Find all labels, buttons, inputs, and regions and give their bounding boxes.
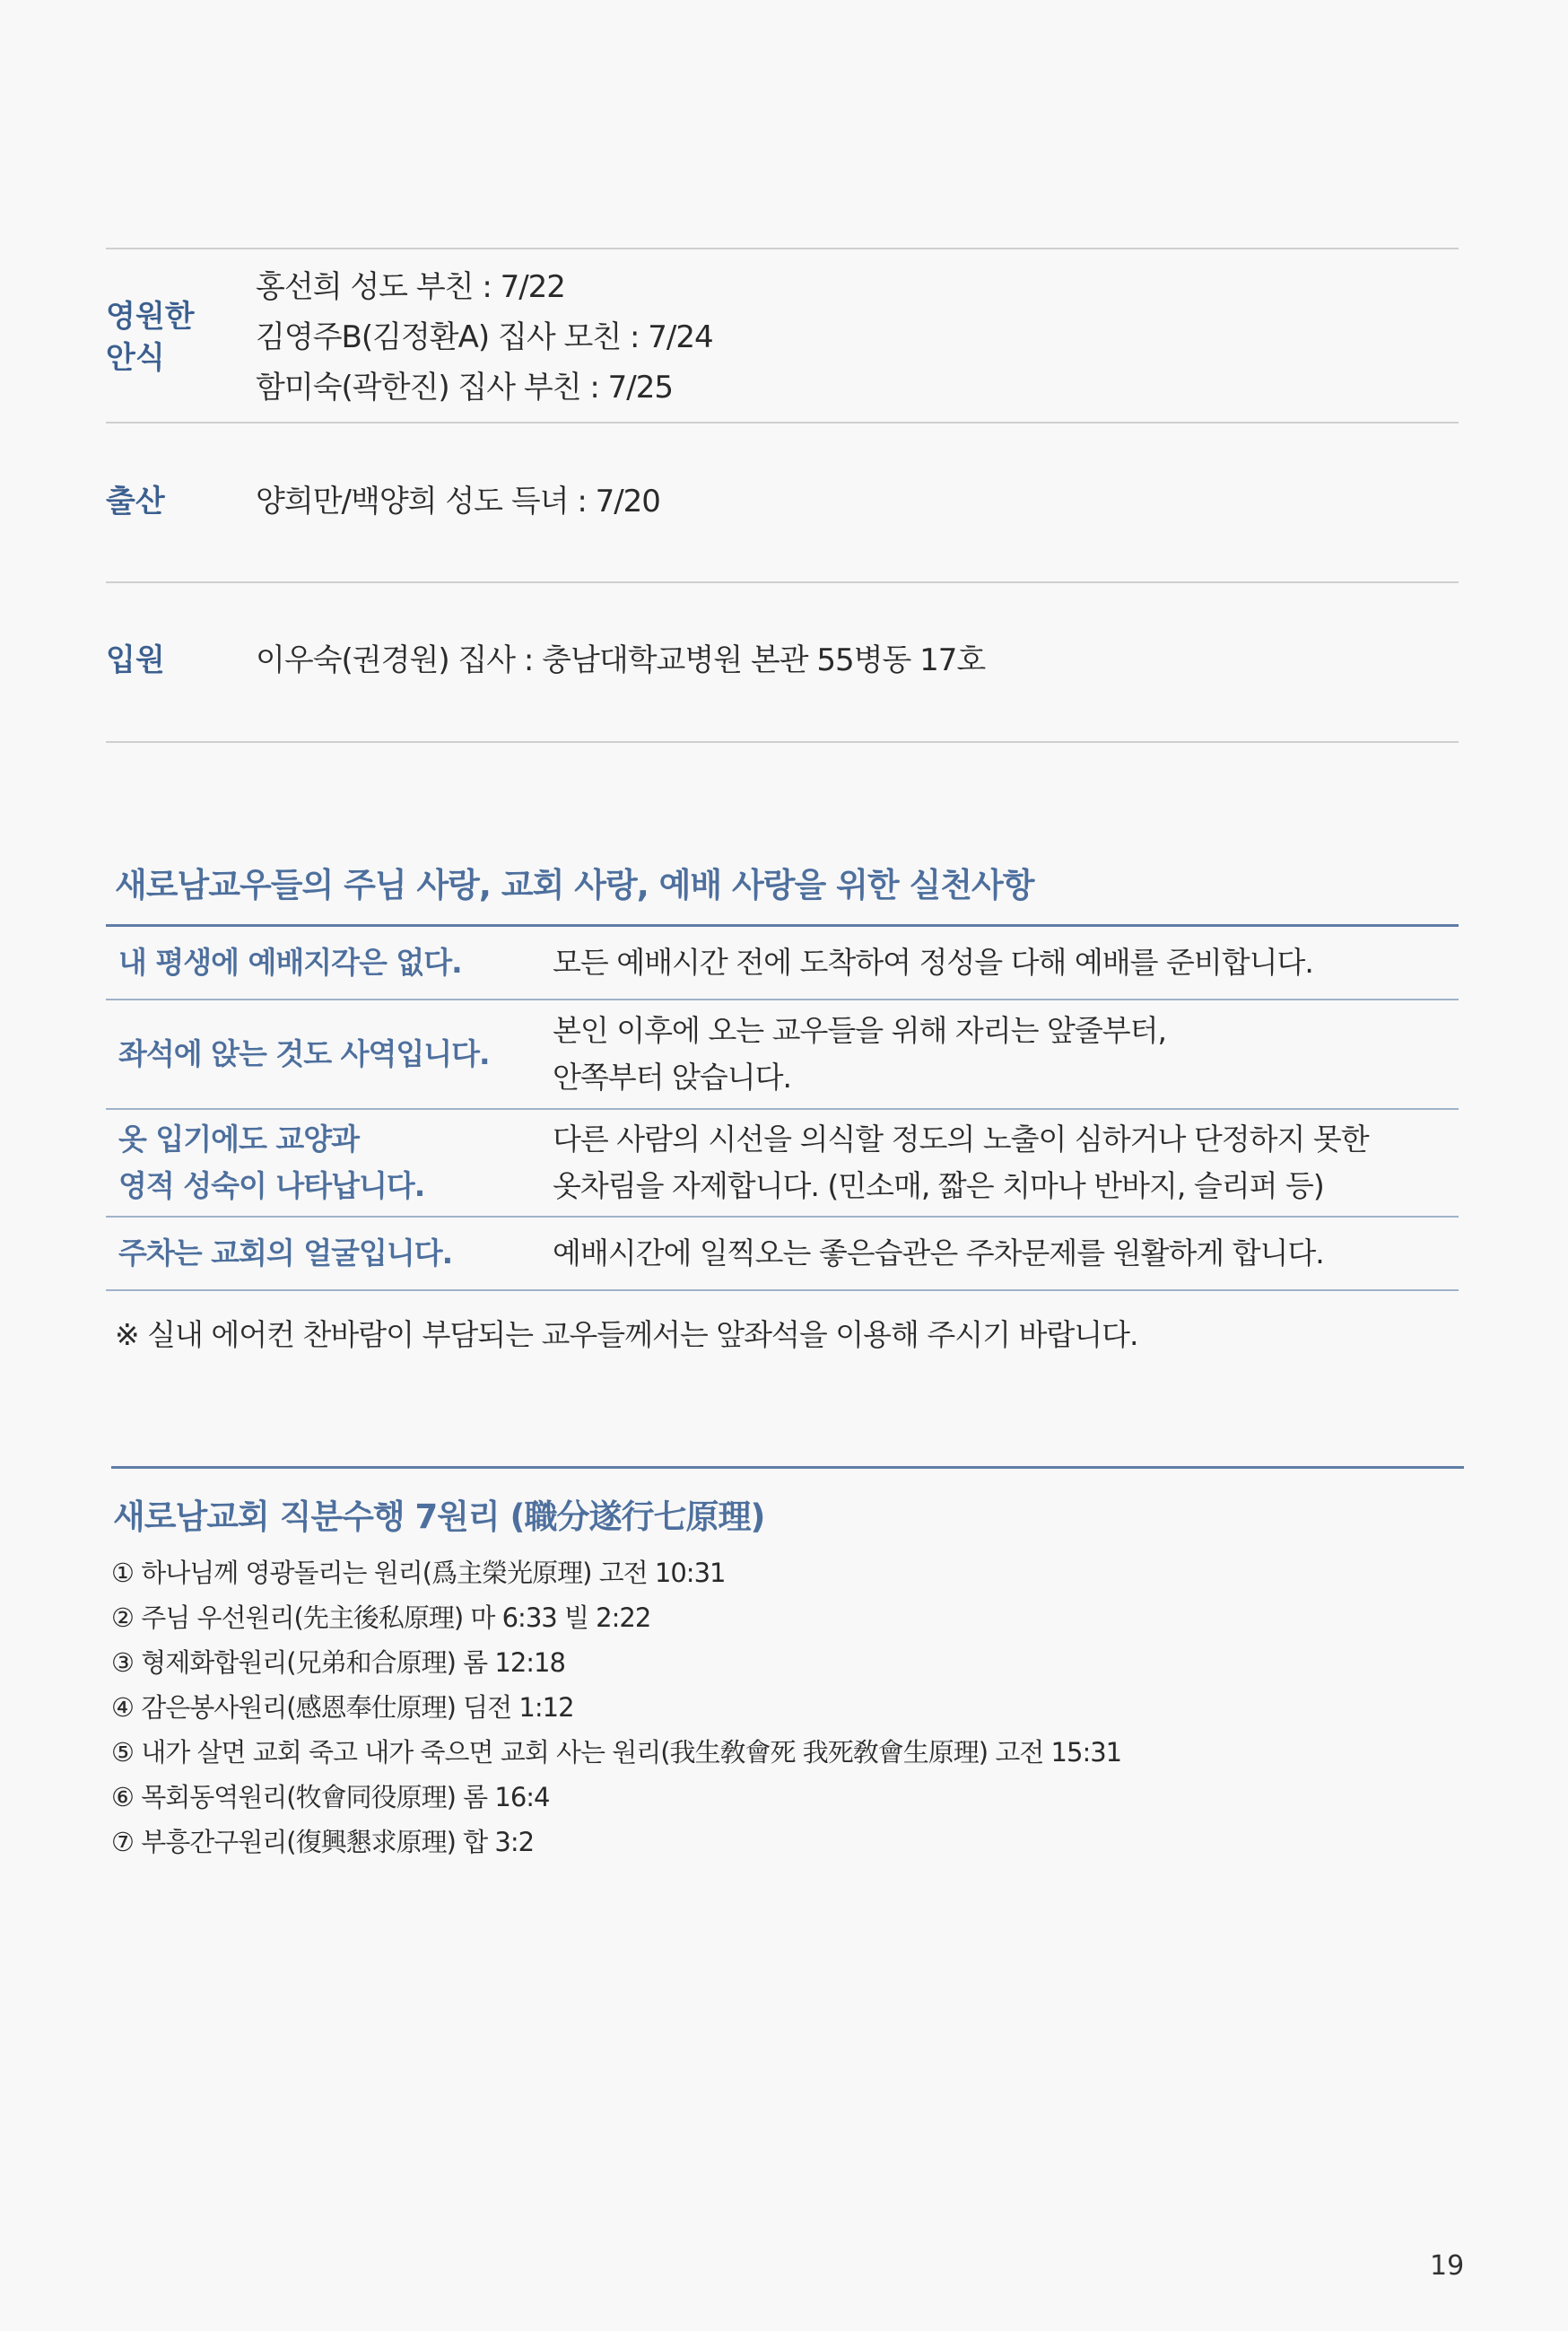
- practice-description: [549, 1218, 1459, 1289]
- practice-description-line: 안쪽부터 앉습니다.: [553, 1060, 792, 1095]
- principle-item: ③ 형제화합원리(兄弟和合原理) 롬 12:18: [111, 1647, 565, 1678]
- condolence-item: 홍선희 성도 부친 : 7/22: [256, 269, 565, 305]
- practice-row: [106, 1000, 1459, 1110]
- practice-row: [106, 1218, 1459, 1291]
- divider: [106, 422, 1459, 423]
- birth-label: 출산: [106, 484, 165, 519]
- divider: [106, 581, 1459, 583]
- principle-item: ② 주님 우선원리(先主後私原理) 마 6:33 빌 2:22: [111, 1602, 651, 1633]
- practice-heading-line: 좌석에 앉는 것도 사역입니다.: [118, 1036, 490, 1071]
- practice-heading: [106, 1110, 549, 1216]
- practice-row: [106, 927, 1459, 1000]
- practice-heading-line: 옷 입기에도 교양과: [118, 1122, 360, 1157]
- practice-heading: [106, 1218, 549, 1289]
- practice-row: [106, 1110, 1459, 1218]
- practice-description-line: 모든 예배시간 전에 도착하여 정성을 다해 예배를 준비합니다.: [553, 945, 1313, 980]
- practice-description-line: 옷차림을 자제합니다. (민소매, 짧은 치마나 반바지, 슬리퍼 등): [553, 1168, 1324, 1203]
- condolence-label: [106, 296, 195, 379]
- practice-description: [549, 1000, 1459, 1108]
- practice-heading-line: 영적 성숙이 나타납니다.: [118, 1168, 425, 1203]
- hospital-text: 이우숙(권경원) 집사 : 충남대학교병원 본관 55병동 17호: [256, 642, 986, 678]
- practice-heading: [106, 927, 549, 999]
- divider: [106, 741, 1459, 743]
- practice-note: ※ 실내 에어컨 찬바람이 부담되는 교우들께서는 앞좌석을 이용해 주시기 바랍니다.: [115, 1317, 1138, 1352]
- practice-table: [106, 924, 1459, 1291]
- practice-title: 새로남교우들의 주님 사랑, 교회 사랑, 예배 사랑을 위한 실천사항: [115, 866, 1034, 904]
- practice-description-line: 다른 사람의 시선을 의식할 정도의 노출이 심하거나 단정하지 못한: [553, 1122, 1369, 1157]
- principle-item: ④ 감은봉사원리(感恩奉仕原理) 딤전 1:12: [111, 1692, 574, 1723]
- birth-text: 양희만/백양희 성도 득녀 : 7/20: [256, 484, 660, 519]
- condolence-item: 김영주B(김정환A) 집사 모친 : 7/24: [256, 319, 713, 355]
- principles-list: [111, 1550, 1121, 1864]
- practice-description-line: 본인 이후에 오는 교우들을 위해 자리는 앞줄부터,: [553, 1013, 1166, 1048]
- divider: [106, 248, 1459, 249]
- principle-item: ① 하나님께 영광돌리는 원리(爲主榮光原理) 고전 10:31: [111, 1558, 726, 1588]
- practice-description-line: 예배시간에 일찍오는 좋은습관은 주차문제를 원활하게 합니다.: [553, 1235, 1324, 1270]
- condolence-label-line1: 영원한: [106, 299, 195, 335]
- principle-item: ⑤ 내가 살면 교회 죽고 내가 죽으면 교회 사는 원리(我生敎會死 我死敎會生原理) 고전 15:31: [111, 1737, 1122, 1768]
- practice-description: [549, 1110, 1459, 1216]
- principle-item: ⑥ 목회동역원리(牧會同役原理) 롬 16:4: [111, 1782, 550, 1812]
- practice-heading-line: 내 평생에 예배지각은 없다.: [118, 945, 462, 980]
- practice-heading-line: 주차는 교회의 얼굴입니다.: [118, 1235, 453, 1270]
- section-divider: [111, 1466, 1464, 1469]
- principles-title: 새로남교회 직분수행 7원리 (職分遂行七原理): [113, 1497, 765, 1536]
- practice-description: [549, 927, 1459, 999]
- principle-item: ⑦ 부흥간구원리(復興懇求原理) 합 3:2: [111, 1827, 535, 1857]
- practice-heading: [106, 1000, 549, 1108]
- condolence-item: 함미숙(곽한진) 집사 부친 : 7/25: [256, 370, 674, 406]
- condolence-label-line2: 안식: [106, 340, 165, 376]
- page-number: 19: [1430, 2250, 1465, 2282]
- hospital-label: 입원: [106, 642, 165, 678]
